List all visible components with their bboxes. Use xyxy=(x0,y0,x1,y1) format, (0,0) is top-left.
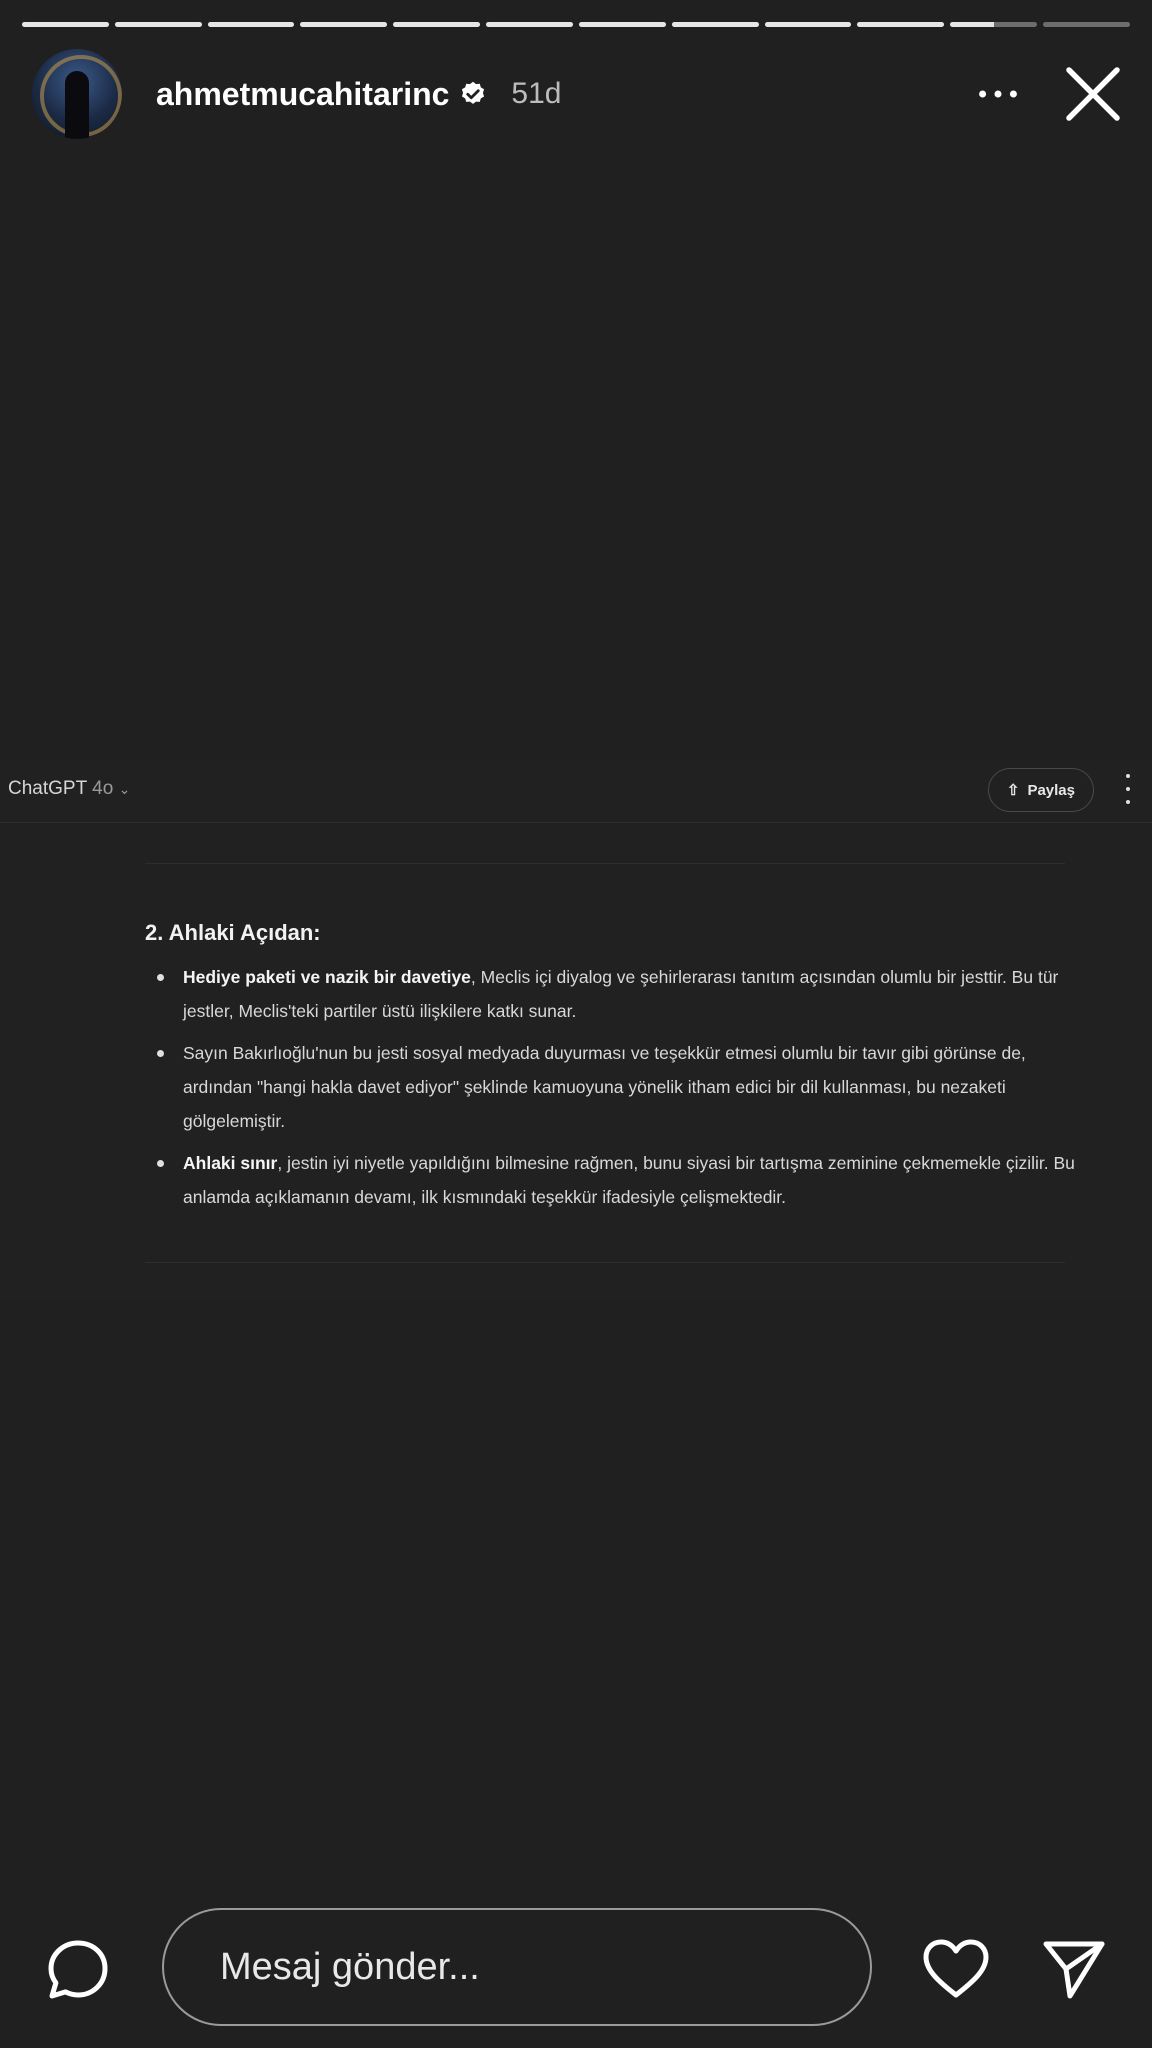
bullet-text: Sayın Bakırlıoğlu'nun bu jesti sosyal medyada duyurması ve teşekkür etmesi olumlu bir tavır gibi görünse de, ardından "hangi hakla davet ediyor" şeklinde kamuoyuna yönelik itham edici bir dil kullanması, bu nezaketi gölgelemiştir. xyxy=(183,1043,1026,1131)
progress-segment xyxy=(22,22,109,27)
model-version: 4o xyxy=(92,778,114,799)
close-icon[interactable] xyxy=(1058,59,1128,129)
verified-badge-icon xyxy=(459,80,487,108)
bullet-text: , Meclis içi diyalog ve şehirlerarası tanıtım açısından olumlu bir jesttir. Bu tür jestler, Meclis'teki partiler üstü ilişkilere katkı sunar. xyxy=(183,967,1059,1021)
progress-fill xyxy=(857,22,944,27)
shared-screenshot xyxy=(0,760,1152,1300)
progress-segment xyxy=(579,22,666,27)
progress-fill xyxy=(765,22,852,27)
comment-icon[interactable] xyxy=(46,1938,110,2002)
send-icon[interactable] xyxy=(1040,1936,1106,2002)
chevron-down-icon: ⌄ xyxy=(118,781,131,797)
bullet-list xyxy=(145,960,1075,1222)
more-icon[interactable] xyxy=(968,64,1028,124)
progress-fill xyxy=(579,22,666,27)
model-label: ChatGPT xyxy=(8,778,87,799)
heart-icon[interactable] xyxy=(922,1938,990,2000)
progress-segment xyxy=(208,22,295,27)
progress-fill xyxy=(115,22,202,27)
list-item xyxy=(145,1146,1075,1214)
story-header xyxy=(32,48,1128,140)
divider xyxy=(145,1262,1065,1263)
progress-segment xyxy=(300,22,387,27)
progress-segment xyxy=(115,22,202,27)
progress-segment xyxy=(1043,22,1130,27)
bullet-bold: Ahlaki sınır xyxy=(183,1153,278,1173)
progress-segment xyxy=(857,22,944,27)
story-reply-bar xyxy=(0,1906,1152,2030)
story-progress-bar xyxy=(22,22,1130,27)
progress-fill xyxy=(672,22,759,27)
progress-segment xyxy=(486,22,573,27)
model-selector xyxy=(8,778,130,800)
avatar[interactable] xyxy=(32,49,122,139)
progress-fill xyxy=(393,22,480,27)
progress-fill xyxy=(950,22,993,27)
progress-fill xyxy=(486,22,573,27)
progress-fill xyxy=(208,22,295,27)
progress-fill xyxy=(300,22,387,27)
share-icon: ⇧ xyxy=(1006,782,1020,799)
divider xyxy=(145,863,1065,864)
progress-fill xyxy=(22,22,109,27)
bullet-bold: Hediye paketi ve nazik bir davetiye xyxy=(183,967,471,987)
section-title: 2. Ahlaki Açıdan: xyxy=(145,920,321,945)
progress-segment xyxy=(393,22,480,27)
message-input[interactable]: Mesaj gönder... xyxy=(162,1908,872,2026)
kebab-icon xyxy=(1122,774,1134,804)
story-time: 51d xyxy=(511,77,562,110)
bullet-text: , jestin iyi niyetle yapıldığını bilmesine rağmen, bunu siyasi bir tartışma zeminine çekmemekle çizilir. Bu anlamda açıklamanın devamı, ilk kısmındaki teşekkür ifadesiyle çelişmektedir. xyxy=(183,1153,1075,1207)
share-button xyxy=(988,768,1094,812)
share-label: Paylaş xyxy=(1027,781,1075,799)
progress-segment xyxy=(672,22,759,27)
list-item xyxy=(145,1036,1075,1138)
progress-segment xyxy=(765,22,852,27)
chatgpt-topbar xyxy=(0,760,1152,823)
progress-segment xyxy=(950,22,1037,27)
username[interactable]: ahmetmucahitarinc xyxy=(156,75,450,112)
list-item xyxy=(145,960,1075,1028)
